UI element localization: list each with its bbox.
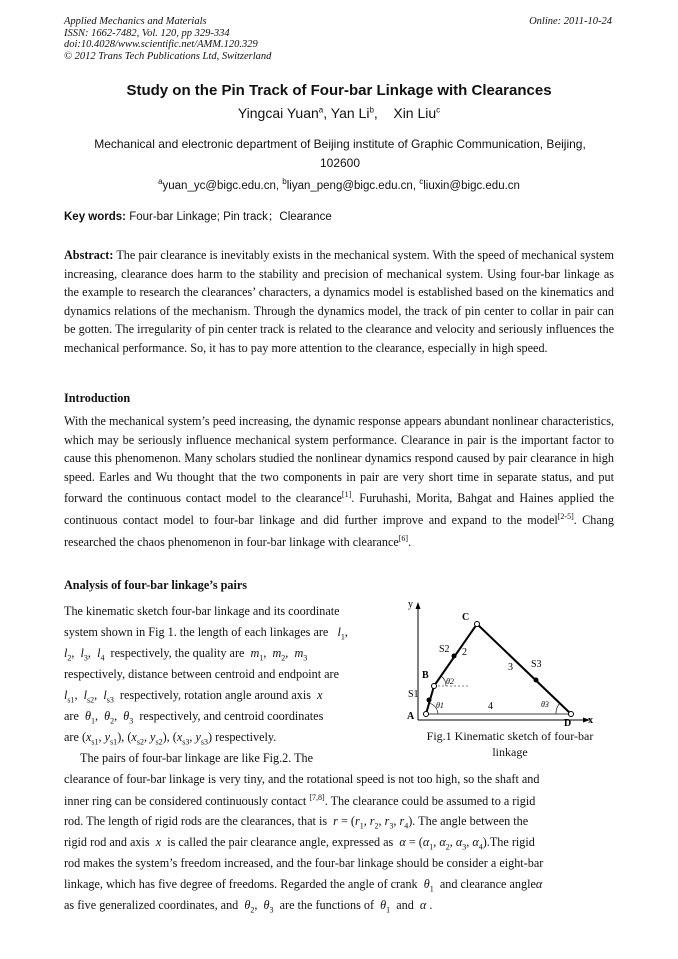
figure-caption: Fig.1 Kinematic sketch of four-bar linkage [426, 729, 594, 759]
journal-header [64, 16, 271, 62]
author: Xin Liu [393, 105, 437, 121]
label-x: x [588, 715, 593, 726]
label-d: D [564, 718, 572, 729]
email: liuxin@bigc.edu.cn [423, 179, 520, 192]
keywords: Key words: Four-bar Linkage; Pin track；Clearance [64, 211, 332, 223]
section-heading-analysis: Analysis of four-bar linkage’s pairs [64, 578, 248, 592]
journal-name: Applied Mechanics and Materials [64, 16, 207, 27]
label-link-4: 4 [488, 701, 493, 712]
centroid-s1 [427, 698, 432, 703]
author: Yan Li [330, 105, 370, 121]
label-y: y [408, 599, 413, 610]
email: yuan_yc@bigc.edu.cn, [162, 179, 280, 192]
angle-arc-theta3 [556, 703, 560, 714]
doi: doi:10.4028/www.scientific.net/AMM.120.329 [64, 39, 258, 50]
joint-d [569, 712, 574, 717]
online-date: Online: 2011-10-24 [529, 16, 612, 27]
label-theta1: θ1 [436, 701, 444, 710]
affiliation: Mechanical and electronic department of Beijing institute of Graphic Communication, Beijing, 102600 [94, 137, 586, 170]
label-theta3: θ3 [541, 700, 549, 709]
joint-c [475, 622, 480, 627]
abstract [64, 246, 614, 358]
joint-a [424, 712, 429, 717]
issn: ISSN: 1662-7482, Vol. 120, pp 329-334 [64, 27, 230, 39]
label-theta2: θ2 [446, 677, 454, 686]
label-s1: S1 [408, 689, 419, 700]
label-s2: S2 [439, 644, 450, 655]
introduction-paragraph: With the mechanical system’s peed increasing, the dynamic response appears abundant nonlinear characteristics, which may be seriously influence mechanical system performance. Clearance in pair is the important factor to cause this phenomenon. Many scholars studied the nonlinear dynamics respond caused by pair clearance in high speed. Earles and Wu thought that the two components in pair are very short time in separate status, and put forward the continuous contact model to the clearance[1]. Furuhashi, Morita, Bahgat and Haines applied the continuous contact model to four-bar linkage and did further improve and expand to the model[2-5]. Chang researched the chaos phenomenon in four-bar linkage with clearance[6]. [64, 414, 614, 549]
section-heading-introduction: Introduction [64, 391, 131, 405]
abstract-label: Abstract: [64, 248, 114, 262]
author-list: Yingcai Yuan$^a$, Yan Li$^b$, Xin Liu$^c$ [237, 105, 441, 121]
centroid-s2 [452, 654, 457, 659]
label-s3: S3 [531, 659, 542, 670]
joint-b [432, 684, 437, 689]
centroid-s3 [534, 678, 539, 683]
abstract-text: The pair clearance is inevitably exists in the mechanical system. With the speed of mechanical system increasing, clearance does harm to the stability and precision of mechanical system. Using four-bar linkage as the example to research the clearances’ characters, a dynamics model is established based on the kinematics and dynamics relations of the mechanism. Through the dynamics model, the track of pin center to collar in pair can be gotten. The irregularity of pin center track is related to the clearance and velocity and seriously influences the mechanical performance. So, it has to pay more attention to the clearance, especially in high speed. [64, 248, 614, 355]
paper-title: Study on the Pin Track of Four-bar Linkage with Clearances [126, 82, 552, 99]
y-axis-arrow [416, 602, 421, 609]
label-link-3: 3 [508, 662, 513, 673]
copyright: © 2012 Trans Tech Publications Ltd, Switzerland [64, 50, 272, 62]
label-a: A [407, 711, 415, 722]
author-emails: $^a$yuan_yc@bigc.edu.cn, $^b$liyan_peng@bigc.edu.cn, $^c$liuxin@bigc.edu.cn [158, 177, 520, 192]
label-c: C [462, 612, 470, 623]
email: liyan_peng@bigc.edu.cn, [286, 179, 417, 192]
author: Yingcai Yuan [237, 105, 319, 121]
label-b: B [422, 670, 429, 681]
kinematic-sketch-figure [398, 596, 620, 746]
label-link-2: 2 [462, 647, 467, 658]
